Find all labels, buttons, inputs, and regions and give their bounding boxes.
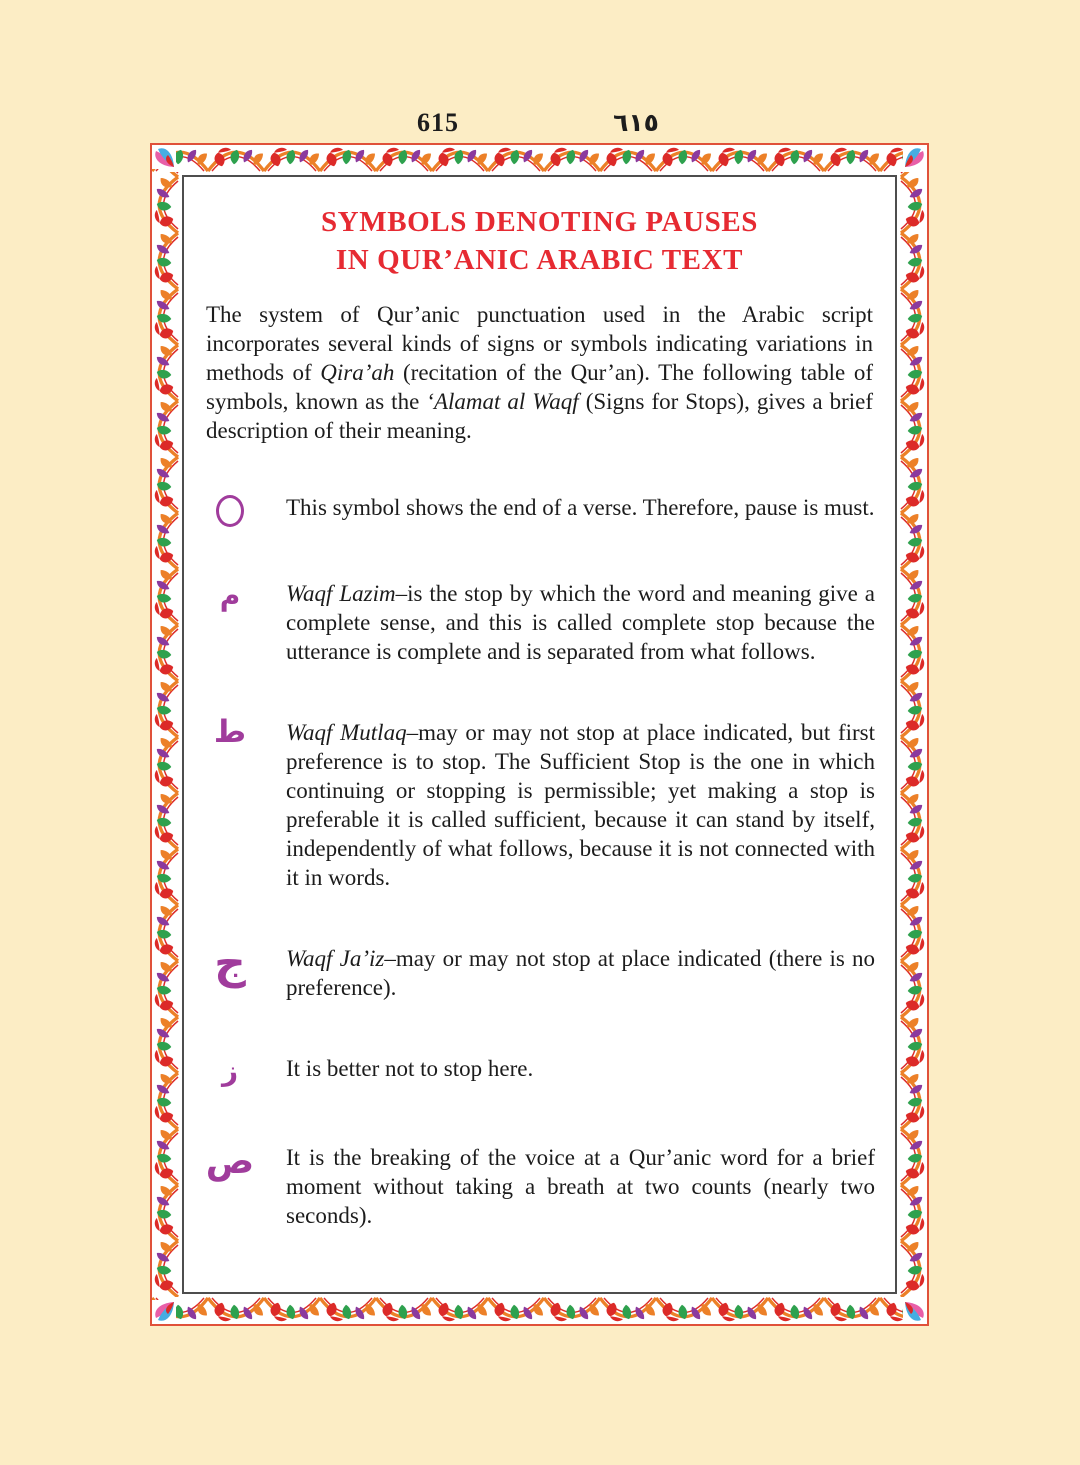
sad-symbol-icon: ص: [205, 1141, 255, 1182]
page-content: [182, 175, 897, 1294]
ornamental-border-right: [900, 172, 927, 1297]
page-title-line1: SYMBOLS DENOTING PAUSES: [320, 206, 759, 238]
ta-symbol-icon: ط: [213, 714, 247, 750]
list-item: [204, 1143, 875, 1230]
page-title-line2: IN QUR’ANIC ARABIC TEXT: [335, 244, 744, 276]
ornamental-border-frame: [150, 143, 929, 1326]
list-item: [204, 493, 875, 527]
entry-description: It is better not to stop here.: [286, 1056, 534, 1081]
page-number: 615: [417, 108, 459, 137]
list-item: [204, 938, 875, 1002]
corner-fan-icon: [903, 1300, 927, 1324]
list-item: [204, 714, 875, 892]
list-item: [204, 579, 875, 666]
ornamental-border-top: [152, 145, 927, 172]
jeem-symbol-icon: ج: [214, 938, 246, 989]
list-item: [204, 1054, 875, 1085]
end-of-verse-circle-icon: [216, 495, 244, 527]
corner-fan-icon: [903, 145, 927, 169]
intro-paragraph: The system of Qur’anic punctuation used in the Arabic script incorporates several kinds of signs or symbols indicating variations in methods of Qira’ah (recitation of the Qur’an). The following table of symbols, known as the ‘Alamat al Waqf (Signs for Stops), gives a brief description of their meaning.: [206, 302, 873, 443]
symbols-table: [204, 493, 875, 1230]
page-number-arabic: ٦١٥: [613, 108, 659, 137]
entry-description: It is the breaking of the voice at a Qur’anic word for a brief moment without taking a breath at two counts (nearly two seconds).: [286, 1145, 875, 1228]
entry-description: Waqf Mutlaq–may or may not stop at place indicated, but first preference is to stop. The Sufficient Stop is the one in which continuing or stopping is permissible; yet making a stop is preferable it is called sufficient, because it can stand by itself, independently of what follows, because it is not connected with it in words.: [286, 720, 875, 890]
entry-description: This symbol shows the end of a verse. Therefore, pause is must.: [286, 495, 875, 520]
ornamental-border-left: [152, 172, 179, 1297]
entry-description: Waqf Ja’iz–may or may not stop at place indicated (there is no preference).: [286, 946, 875, 1000]
meem-symbol-icon: م: [219, 579, 241, 612]
entry-description: Waqf Lazim–is the stop by which the word and meaning give a complete sense, and this is called complete stop because the utterance is complete and is separated from what follows.: [286, 581, 875, 664]
page-title: [204, 203, 875, 279]
corner-fan-icon: [152, 1300, 176, 1324]
ornamental-border-bottom: [152, 1297, 927, 1324]
corner-fan-icon: [152, 145, 176, 169]
za-symbol-icon: ز: [221, 1054, 239, 1087]
